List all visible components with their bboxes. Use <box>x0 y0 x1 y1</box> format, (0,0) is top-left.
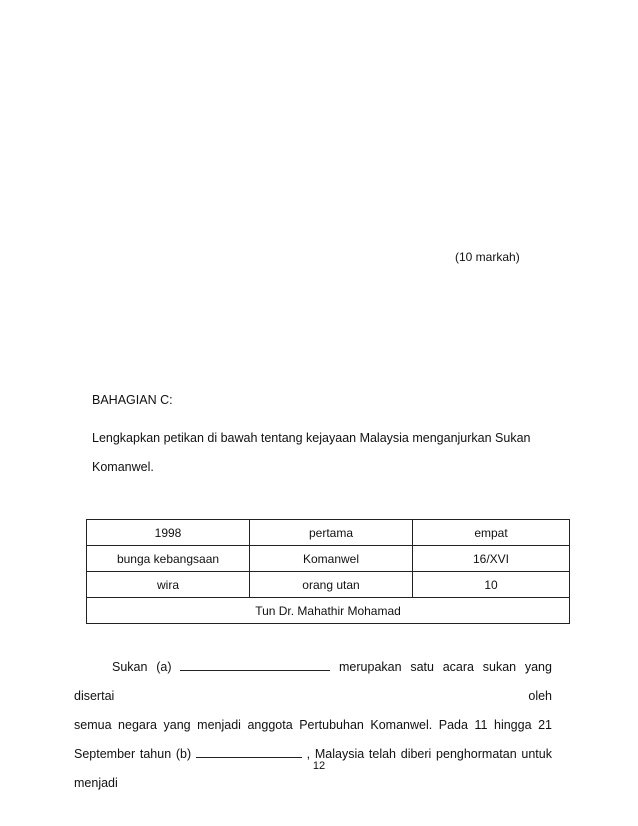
table-cell: 10 <box>413 572 570 598</box>
instruction-line-1: Lengkapkan petikan di bawah tentang kejayaan Malaysia menganjurkan Sukan <box>92 431 531 445</box>
table-cell: orang utan <box>250 572 413 598</box>
instruction-line-2: Komanwel. <box>92 460 154 474</box>
table-footer-cell: Tun Dr. Mahathir Mohamad <box>87 598 570 624</box>
passage-line-1 <box>74 653 552 711</box>
table-cell: 16/XVI <box>413 546 570 572</box>
table-row <box>87 520 570 546</box>
word-bank-table <box>86 519 570 624</box>
passage-text: Sukan (a) <box>112 660 172 674</box>
table-cell: empat <box>413 520 570 546</box>
page-number: 12 <box>312 760 326 772</box>
table-cell: 1998 <box>87 520 250 546</box>
table-footer-row <box>87 598 570 624</box>
table-row <box>87 546 570 572</box>
passage <box>74 653 552 798</box>
passage-text: , Malaysia telah diberi penghormatan untuk menjadi <box>74 747 552 790</box>
passage-text: merupakan satu acara sukan yang disertai oleh <box>74 660 552 703</box>
marks-note: (10 markah) <box>455 250 520 264</box>
passage-text: September tahun (b) <box>74 747 192 761</box>
instruction <box>92 424 552 482</box>
table-row <box>87 572 570 598</box>
blank-a-field[interactable] <box>180 658 330 671</box>
section-title: BAHAGIAN C: <box>92 393 173 407</box>
table-cell: pertama <box>250 520 413 546</box>
table-cell: wira <box>87 572 250 598</box>
passage-line-2: semua negara yang menjadi anggota Pertubuhan Komanwel. Pada 11 hingga 21 <box>74 718 552 732</box>
table-cell: Komanwel <box>250 546 413 572</box>
table-cell: bunga kebangsaan <box>87 546 250 572</box>
blank-b-field[interactable] <box>196 745 302 758</box>
